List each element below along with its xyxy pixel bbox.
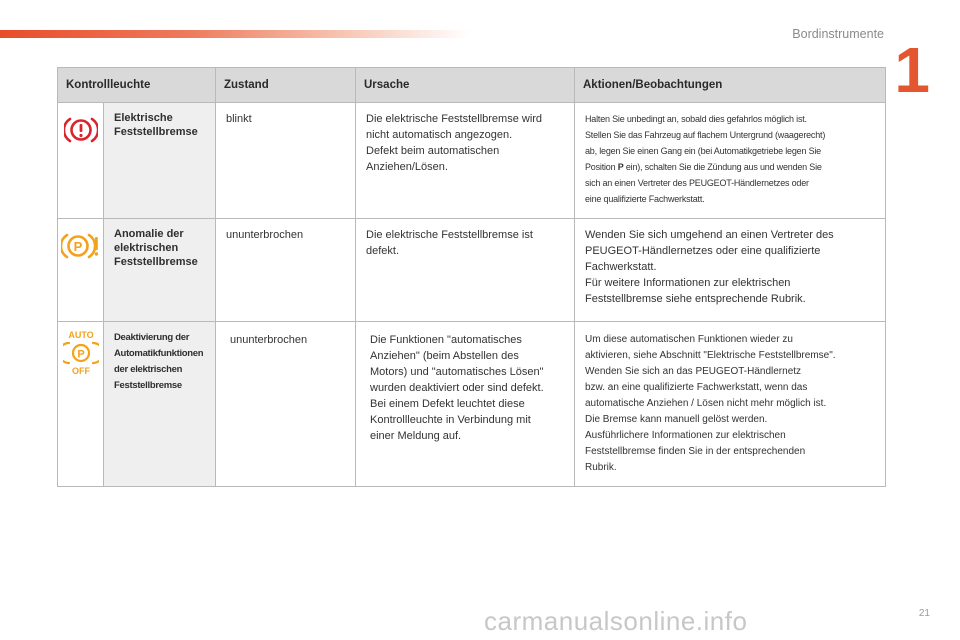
parking-brake-fault-icon (61, 231, 101, 261)
table-row (58, 322, 886, 487)
table-row (58, 103, 886, 219)
column-header-zustand: Zustand (216, 68, 356, 103)
icon-cell (58, 103, 104, 219)
svg-text:P: P (76, 348, 85, 361)
action-cell: Halten Sie unbedingt an, sobald dies gefahrlos möglich ist. Stellen Sie das Fahrzeug auf flachem Untergrund (waagerecht) ab, legen Sie einen Gang ein (bei Automatikgetriebe legen Sie Position P ein), schalten Sie die Zündung aus und wenden Sie sich an einen Vertreter des PEUGEOT-Händlernetzes oder eine qualifizierte Fachwerkstatt. (575, 103, 886, 219)
cause-cell: Die elektrische Feststellbremse ist defekt. (356, 219, 575, 322)
svg-text:AUTO: AUTO (67, 330, 94, 340)
header-accent-bar (0, 30, 470, 38)
svg-text:OFF: OFF (71, 366, 90, 376)
table-header-row (58, 68, 886, 103)
warning-light-name: Deaktivierung der Automatikfunktionen der elektrischen Feststellbremse (104, 322, 216, 487)
auto-parking-brake-off-icon (63, 330, 99, 376)
page-number: 21 (918, 608, 930, 619)
state-cell: ununterbrochen (216, 322, 356, 487)
column-header-aktionen: Aktionen/Beobachtungen (575, 68, 886, 103)
warning-lights-table (57, 67, 886, 487)
state-cell: blinkt (216, 103, 356, 219)
brake-warning-icon (64, 115, 98, 145)
action-cell: Wenden Sie sich umgehend an einen Vertreter des PEUGEOT-Händlernetzes oder eine qualifizierte Fachwerkstatt. Für weitere Informationen zur elektrischen Feststellbremse siehe entsprechende Rubrik. (575, 219, 886, 322)
cause-cell: Die Funktionen "automatisches Anziehen" (beim Abstellen des Motors) und "automatisches Lösen" wurden deaktiviert oder sind defekt. Bei einem Defekt leuchtet diese Kontrollleuchte in Verbindung mit einer Meldung auf. (356, 322, 575, 487)
table-row (58, 219, 886, 322)
cause-cell: Die elektrische Feststellbremse wird nicht automatisch angezogen. Defekt beim automatischen Anziehen/Lösen. (356, 103, 575, 219)
column-header-ursache: Ursache (356, 68, 575, 103)
column-header-kontrollleuchte: Kontrollleuchte (58, 68, 216, 103)
svg-text:P: P (73, 239, 82, 254)
icon-cell (58, 322, 104, 487)
section-title: Bordinstrumente (792, 27, 884, 41)
state-cell: ununterbrochen (216, 219, 356, 322)
warning-light-name: Elektrische Feststellbremse (104, 103, 216, 219)
action-cell: Um diese automatischen Funktionen wieder zu aktivieren, siehe Abschnitt "Elektrische Feststellbremse". Wenden Sie sich an das PEUGEOT-Händlernetz bzw. an eine qualifizierte Fachwerkstatt, wenn das automatische Anziehen / Lösen nicht mehr möglich ist. Die Bremse kann manuell gelöst werden. Ausführlichere Informationen zur elektrischen Feststellbremse finden Sie in der entsprechenden Rubrik. (575, 322, 886, 487)
warning-light-name: Anomalie der elektrischen Feststellbremse (104, 219, 216, 322)
icon-cell (58, 219, 104, 322)
watermark: carmanualsonline.info (484, 606, 748, 636)
chapter-number: 1 (894, 34, 930, 106)
